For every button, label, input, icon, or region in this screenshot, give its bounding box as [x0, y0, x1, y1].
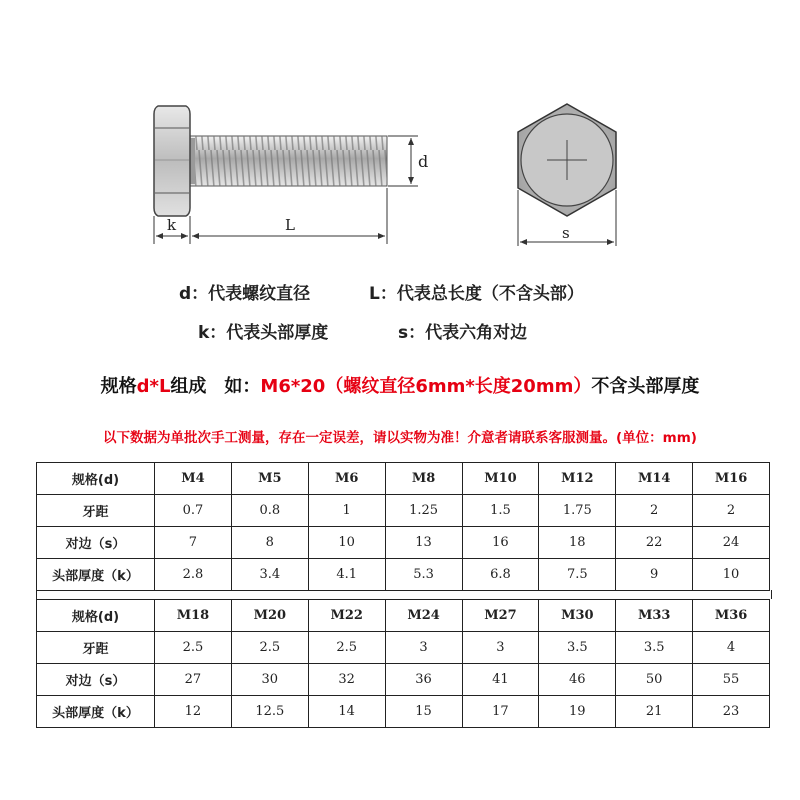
legend-d: d：代表螺纹直径	[179, 284, 311, 304]
table-cell: M27	[462, 600, 539, 632]
row-label: 对边（s）	[37, 527, 155, 559]
legend-s: s：代表六角对边	[398, 323, 528, 343]
table-cell: M30	[539, 600, 616, 632]
table-cell: 17	[462, 696, 539, 728]
label-d: d	[418, 152, 429, 171]
row-label: 头部厚度（k）	[37, 559, 155, 591]
table-cell: 12.5	[231, 696, 308, 728]
table-cell: 15	[385, 696, 462, 728]
table-cell: 46	[539, 664, 616, 696]
table-cell: 2.5	[308, 632, 385, 664]
spec-table-2	[36, 599, 770, 728]
spec-table-1	[36, 462, 770, 591]
spec-prefix-1: 规格	[100, 376, 137, 397]
table-cell: 3	[385, 632, 462, 664]
bolt-thread	[190, 136, 387, 186]
bolt-side-view	[154, 106, 387, 216]
table-cell: 32	[308, 664, 385, 696]
bolt-technical-drawing	[0, 0, 800, 260]
table-cell: 2.8	[155, 559, 232, 591]
label-L: L	[285, 216, 295, 234]
table-row-size	[37, 600, 770, 632]
row-label: 头部厚度（k）	[37, 696, 155, 728]
table-cell: 0.7	[155, 495, 232, 527]
table-cell: 4	[693, 632, 770, 664]
table-cell: 10	[693, 559, 770, 591]
table-cell: M20	[231, 600, 308, 632]
spec-description	[0, 372, 800, 398]
spec-suffix: 不含头部厚度	[591, 376, 700, 397]
table-cell: 2.5	[155, 632, 232, 664]
table-cell: 7.5	[539, 559, 616, 591]
table-cell: 5.3	[385, 559, 462, 591]
table-row-pitch	[37, 495, 770, 527]
label-k: k	[167, 216, 177, 234]
table-cell: 30	[231, 664, 308, 696]
table-cell: 1.25	[385, 495, 462, 527]
spec-prefix-2: 组成 如：	[170, 376, 261, 397]
spec-example: M6*20（螺纹直径6mm*长度20mm）	[260, 376, 592, 397]
table-cell: 16	[462, 527, 539, 559]
bolt-hex-top-view	[518, 104, 616, 216]
table-cell: 27	[155, 664, 232, 696]
row-label: 牙距	[37, 632, 155, 664]
table-cell: 3.5	[539, 632, 616, 664]
table-cell: 19	[539, 696, 616, 728]
table-cell: M10	[462, 463, 539, 495]
table-cell: M14	[616, 463, 693, 495]
table-cell: 24	[693, 527, 770, 559]
table-cell: 22	[616, 527, 693, 559]
table-cell: 0.8	[231, 495, 308, 527]
table-row-across-flats	[37, 664, 770, 696]
table-cell: M36	[693, 600, 770, 632]
table-cell: 2	[616, 495, 693, 527]
table-gap	[36, 590, 772, 599]
table-cell: 7	[155, 527, 232, 559]
table-cell: 6.8	[462, 559, 539, 591]
row-label: 规格(d)	[37, 600, 155, 632]
table-cell: 3.4	[231, 559, 308, 591]
table-cell: 3	[462, 632, 539, 664]
label-s: s	[562, 224, 570, 242]
table-cell: 23	[693, 696, 770, 728]
table-row-across-flats	[37, 527, 770, 559]
table-cell: M24	[385, 600, 462, 632]
legend-L: L：代表总长度（不含头部）	[369, 284, 584, 304]
table-cell: M22	[308, 600, 385, 632]
table-cell: 41	[462, 664, 539, 696]
table-cell: 8	[231, 527, 308, 559]
table-cell: 4.1	[308, 559, 385, 591]
table-cell: 2	[693, 495, 770, 527]
table-cell: M16	[693, 463, 770, 495]
table-cell: 1.5	[462, 495, 539, 527]
table-cell: 9	[616, 559, 693, 591]
table-cell: 1	[308, 495, 385, 527]
table-cell: M8	[385, 463, 462, 495]
table-cell: M4	[155, 463, 232, 495]
table-row-size	[37, 463, 770, 495]
spec-formula: d*L	[136, 376, 171, 397]
row-label: 对边（s）	[37, 664, 155, 696]
table-cell: 10	[308, 527, 385, 559]
table-cell: M33	[616, 600, 693, 632]
table-cell: 21	[616, 696, 693, 728]
table-cell: M18	[155, 600, 232, 632]
table-cell: 3.5	[616, 632, 693, 664]
row-label: 规格(d)	[37, 463, 155, 495]
table-cell: 12	[155, 696, 232, 728]
table-cell: M5	[231, 463, 308, 495]
bolt-head	[154, 106, 190, 216]
table-row-head-height	[37, 559, 770, 591]
measurement-notice: 以下数据为单批次手工测量，存在一定误差，请以实物为准！介意者请联系客服测量。(单位：mm)	[103, 430, 697, 446]
table-cell: 50	[616, 664, 693, 696]
table-cell: 1.75	[539, 495, 616, 527]
table-cell: M12	[539, 463, 616, 495]
row-label: 牙距	[37, 495, 155, 527]
table-cell: 13	[385, 527, 462, 559]
table-row-head-height	[37, 696, 770, 728]
table-cell: 36	[385, 664, 462, 696]
table-cell: 55	[693, 664, 770, 696]
table-cell: 18	[539, 527, 616, 559]
table-cell: 2.5	[231, 632, 308, 664]
table-cell: 14	[308, 696, 385, 728]
dimension-d	[388, 136, 428, 186]
legend-k: k：代表头部厚度	[198, 323, 329, 343]
table-cell: M6	[308, 463, 385, 495]
table-row-pitch	[37, 632, 770, 664]
